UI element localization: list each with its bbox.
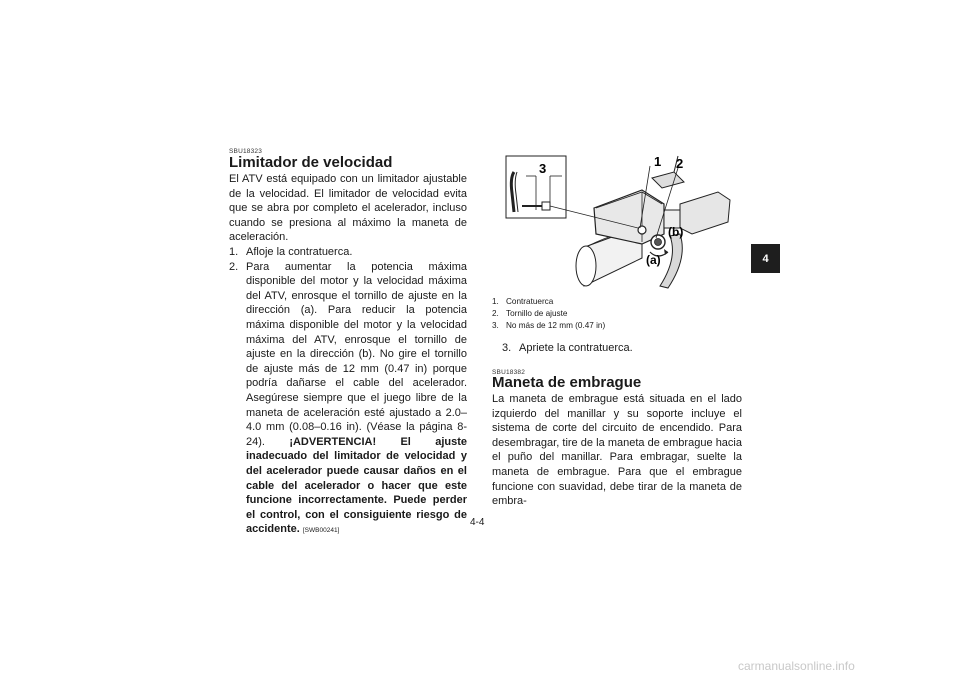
caption-text: Contratuerca — [506, 297, 554, 306]
section-code: SBU18382 — [492, 369, 526, 376]
clutch-paragraph: La maneta de embrague está situada en el lado izquierdo del manillar y su soporte incluye el sistema de corte del circuito de encendido. Para desembragar, tire de la maneta de embrague hacia el puño del manillar. Para embragar, suelte la maneta de embrague. Para que el embrague funcione con suavidad, debe tirar de la maneta de embra- — [492, 393, 742, 508]
warning-code: [SWB00241] — [302, 527, 340, 535]
caption-2 — [492, 308, 742, 320]
step-text: Para aumentar la potencia máxima disponible del motor y la velocidad máxima del ATV, enrosque el tornillo de ajuste en la dirección (a). Para reducir la potencia máxima disponible del motor y la velocidad máxima del ATV, enrosque el tornillo de ajuste en la dirección (b). No gire el tornillo de ajuste más de 12 mm (0.47 in) porque podría dañarse el cable del acelerador. Asegúrese siempre que el juego libre de la maneta de aceleración esté ajustado a 2.0–4.0 mm (0.08–0.16 in). (Véase la página 8-24). — [246, 260, 467, 448]
step-2 — [229, 260, 467, 539]
section-title: Maneta de embrague — [492, 374, 642, 391]
caption-3 — [492, 320, 742, 332]
label-3: 3 — [539, 161, 547, 176]
page-number: 4-4 — [470, 517, 485, 528]
intro-paragraph: El ATV está equipado con un limitador ajustable de la velocidad. El limitador de velocidad evita que se abra por completo el acelerador, incluso cuando se presiona al máximo la maneta de aceleración. — [229, 173, 467, 244]
section-code: SBU18323 — [229, 148, 263, 155]
step-1 — [229, 245, 467, 260]
figure-captions — [492, 296, 742, 332]
step-3 — [502, 341, 759, 356]
caption-1 — [492, 296, 742, 308]
caption-text: No más de 12 mm (0.47 in) — [506, 321, 606, 330]
caption-number: 2. — [492, 309, 499, 318]
step-number: 3. — [502, 342, 512, 354]
steps-list — [229, 245, 467, 539]
caption-text: Tornillo de ajuste — [506, 309, 568, 318]
caption-number: 3. — [492, 321, 499, 330]
step-text: Afloje la contratuerca. — [246, 246, 353, 258]
chapter-tab: 4 — [751, 244, 780, 273]
label-1: 1 — [654, 154, 662, 169]
watermark: carmanualsonline.info — [738, 659, 855, 673]
caption-number: 1. — [492, 297, 499, 306]
label-2: 2 — [676, 156, 684, 171]
step-text: Apriete la contratuerca. — [519, 342, 633, 354]
label-a: (a) — [646, 253, 661, 267]
label-b: (b) — [668, 225, 684, 239]
section-title: Limitador de velocidad — [229, 154, 393, 171]
throttle-figure — [492, 148, 742, 296]
step-number: 1. — [229, 246, 239, 258]
warning-text: ¡ADVERTENCIA! El ajuste inadecuado del limitador de velocidad y del acelerador puede causar daños en el cable del acelerador o hacer que este funcione incorrectamente. Puede perder el control, con el consiguiente riesgo de accidente. — [246, 435, 468, 536]
step-number: 2. — [229, 260, 239, 273]
